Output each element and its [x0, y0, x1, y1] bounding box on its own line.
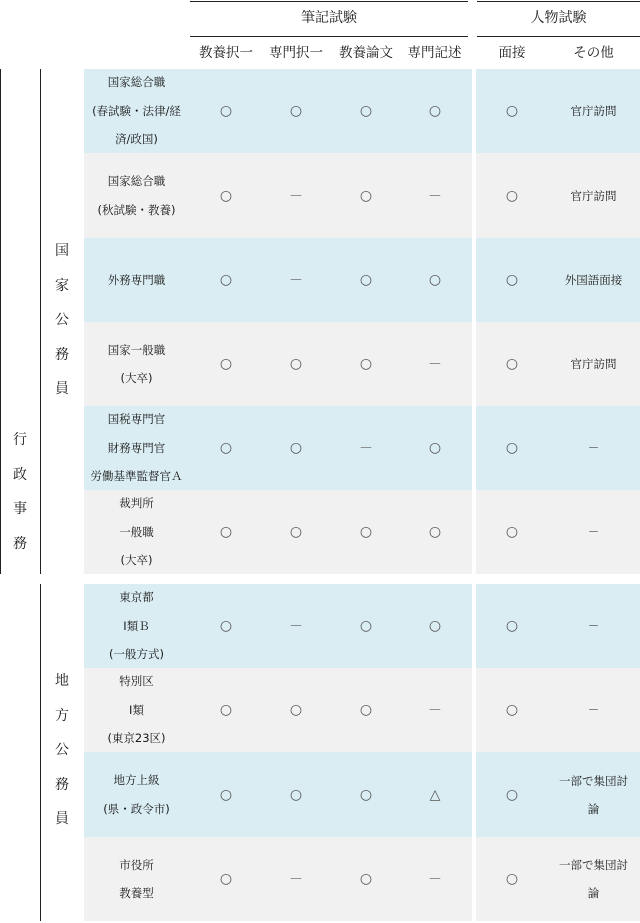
other-requirement-line: 一部で集団討	[559, 773, 628, 788]
exam-cell-mark: ○	[219, 786, 233, 803]
exam-cell-mark: ○	[359, 524, 373, 540]
exam-cell	[196, 584, 256, 668]
row-other-requirement	[547, 490, 640, 574]
exam-cell	[266, 837, 326, 921]
exam-cell	[482, 584, 542, 668]
exam-cell	[336, 490, 396, 574]
other-requirement-line: 論	[587, 886, 600, 900]
exam-cell	[266, 153, 326, 238]
exam-cell-mark: ○	[219, 187, 233, 204]
row-exam-name	[84, 668, 189, 752]
other-requirement-line: 官庁訪問	[570, 104, 617, 118]
exam-cell-mark: ○	[505, 103, 519, 119]
row-exam-name	[84, 69, 189, 153]
exam-name-line: 国家総合職	[107, 174, 166, 188]
exam-cell	[405, 584, 465, 668]
exam-cell	[482, 238, 542, 322]
exam-cell	[266, 69, 326, 153]
column-separator-top	[472, 69, 476, 574]
exam-name-line: 国家総合職	[107, 75, 166, 90]
col-header-specialized-written: 専門記述	[407, 45, 462, 61]
exam-cell-mark: ○	[219, 272, 233, 288]
exam-cell-mark: －	[289, 273, 303, 289]
exam-cell-mark: －	[428, 872, 442, 888]
exam-name-line: (東京23区)	[107, 731, 166, 746]
exam-cell-mark: ○	[219, 871, 233, 887]
exam-cell-mark: ○	[359, 356, 373, 372]
exam-cell-mark: ○	[289, 524, 303, 540]
col-header-interview: 面接	[498, 45, 526, 61]
row-other-requirement	[547, 322, 640, 406]
exam-cell-mark: －	[428, 703, 442, 719]
other-requirement-line: 一部で集団討	[559, 858, 628, 872]
row-exam-name	[84, 752, 189, 837]
row-exam-name	[84, 584, 189, 668]
exam-name-line: 労働基準監督官Ａ	[90, 469, 183, 484]
exam-cell-mark: ○	[289, 356, 303, 372]
exam-cell	[482, 322, 542, 406]
exam-cell-mark: －	[289, 619, 303, 635]
exam-cell	[405, 406, 465, 490]
exam-cell	[196, 837, 256, 921]
exam-cell-mark: －	[428, 188, 442, 205]
exam-cell-mark: ○	[289, 103, 303, 119]
exam-cell-mark: ○	[505, 356, 519, 372]
other-requirement-line: 論	[587, 801, 600, 816]
exam-cell-mark: ○	[505, 524, 519, 540]
exam-cell	[336, 322, 396, 406]
exam-cell-mark: ○	[289, 786, 303, 803]
exam-name-line: 財務専門官	[107, 440, 166, 455]
exam-cell	[196, 238, 256, 322]
exam-cell-mark: ○	[359, 103, 373, 119]
row-other-requirement	[547, 668, 640, 752]
exam-name-line: (県・政令市)	[103, 801, 170, 816]
row-other-requirement	[547, 584, 640, 668]
exam-cell-mark: ○	[505, 702, 519, 718]
exam-cell-mark: ○	[505, 786, 519, 803]
written-exam-header: 筆記試験	[301, 10, 357, 26]
exam-cell	[482, 837, 542, 921]
row-other-requirement	[547, 238, 640, 322]
other-requirement-line: －	[587, 703, 600, 717]
col-header-other: その他	[573, 45, 614, 61]
exam-cell	[266, 752, 326, 837]
exam-cell	[482, 406, 542, 490]
exam-cell	[196, 69, 256, 153]
other-requirement-line: 外国語面接	[564, 273, 623, 287]
exam-cell-mark: ○	[359, 702, 373, 718]
exam-cell	[266, 490, 326, 574]
row-exam-name	[84, 490, 189, 574]
exam-cell-mark: －	[359, 441, 373, 457]
col-header-general-mc: 教養択一	[199, 45, 253, 61]
exam-name-line: 地方上級	[113, 773, 160, 787]
exam-cell	[196, 153, 256, 238]
exam-cell-mark: ○	[219, 702, 233, 718]
exam-cell	[405, 837, 465, 921]
exam-cell	[266, 668, 326, 752]
other-requirement-line: －	[587, 525, 600, 539]
exam-cell	[196, 668, 256, 752]
exam-name-line: 市役所	[119, 857, 154, 872]
row-exam-name	[84, 322, 189, 406]
exam-cell	[482, 668, 542, 752]
other-requirement-line: －	[587, 441, 600, 455]
exam-cell	[482, 752, 542, 837]
exam-cell	[482, 153, 542, 238]
exam-name-line: (一般方式)	[109, 647, 164, 662]
exam-cell	[336, 668, 396, 752]
exam-cell-mark: －	[428, 357, 442, 373]
exam-cell	[336, 752, 396, 837]
exam-cell-mark: ○	[428, 272, 442, 288]
exam-name-line: (大卒)	[120, 371, 153, 385]
exam-name-line: 済/政国)	[115, 132, 158, 147]
exam-cell-mark: －	[289, 188, 303, 205]
row-exam-name	[84, 153, 189, 238]
exam-cell-mark: ○	[428, 103, 442, 119]
group-label-administrative: 行 政 事 務	[13, 432, 27, 552]
exam-cell-mark: ○	[359, 786, 373, 803]
exam-cell-mark: －	[289, 872, 303, 888]
col-header-general-essay: 教養論文	[339, 45, 393, 61]
exam-cell	[196, 406, 256, 490]
exam-name-line: 国家一般職	[107, 342, 166, 357]
exam-cell	[266, 238, 326, 322]
group-label-local: 地 方 公 務 員	[55, 673, 69, 828]
exam-name-line: (秋試験・教養)	[97, 202, 176, 217]
exam-name-line: 国税専門官	[107, 412, 166, 427]
exam-name-line: Ⅰ類Ｂ	[123, 618, 150, 633]
exam-cell	[336, 238, 396, 322]
other-requirement-line: 官庁訪問	[570, 188, 617, 203]
exam-cell	[405, 752, 465, 837]
exam-cell-mark: ○	[359, 272, 373, 288]
exam-cell-mark: ○	[505, 272, 519, 288]
column-separator-bottom	[472, 584, 476, 921]
exam-cell	[336, 406, 396, 490]
exam-cell	[405, 153, 465, 238]
exam-cell-mark: ○	[428, 618, 442, 634]
row-exam-name	[84, 238, 189, 322]
exam-cell	[405, 668, 465, 752]
row-exam-name	[84, 406, 189, 490]
row-other-requirement	[547, 69, 640, 153]
exam-cell-mark: △	[429, 786, 441, 803]
exam-cell-mark: ○	[359, 618, 373, 634]
exam-name-line: 外務専門職	[107, 272, 166, 287]
exam-cell-mark: ○	[505, 440, 519, 456]
exam-cell	[405, 69, 465, 153]
other-requirement-line: －	[587, 619, 600, 633]
exam-cell-mark: ○	[219, 103, 233, 119]
exam-cell	[266, 584, 326, 668]
row-other-requirement	[547, 153, 640, 238]
exam-name-line: 一般職	[119, 524, 154, 539]
col-header-specialized-mc: 専門択一	[269, 45, 323, 61]
exam-cell	[405, 238, 465, 322]
exam-cell-mark: ○	[505, 871, 519, 887]
exam-name-line: 教養型	[119, 886, 154, 900]
exam-cell	[336, 584, 396, 668]
row-other-requirement	[547, 406, 640, 490]
row-other-requirement	[547, 837, 640, 921]
exam-cell	[196, 322, 256, 406]
personal-exam-header: 人物試験	[530, 10, 587, 26]
exam-cell-mark: ○	[219, 356, 233, 372]
exam-cell	[336, 153, 396, 238]
exam-cell-mark: ○	[289, 702, 303, 718]
exam-cell	[482, 490, 542, 574]
exam-cell	[482, 69, 542, 153]
exam-cell-mark: ○	[505, 187, 519, 204]
row-other-requirement	[547, 752, 640, 837]
exam-cell-mark: ○	[505, 618, 519, 634]
exam-cell	[196, 752, 256, 837]
exam-cell	[266, 406, 326, 490]
exam-cell	[336, 69, 396, 153]
exam-cell-mark: ○	[428, 440, 442, 456]
exam-cell-mark: ○	[359, 187, 373, 204]
exam-cell	[405, 322, 465, 406]
exam-cell	[336, 837, 396, 921]
exam-name-line: Ⅰ類	[129, 702, 144, 717]
exam-cell-mark: ○	[428, 524, 442, 540]
exam-cell-mark: ○	[219, 440, 233, 456]
exam-cell	[405, 490, 465, 574]
exam-name-line: (春試験・法律/経	[92, 103, 181, 118]
exam-name-line: 裁判所	[119, 496, 154, 511]
exam-name-line: 東京都	[119, 590, 154, 605]
exam-cell-mark: ○	[289, 440, 303, 456]
exam-cell-mark: ○	[219, 618, 233, 634]
exam-cell-mark: ○	[359, 871, 373, 887]
exam-cell	[196, 490, 256, 574]
other-requirement-line: 官庁訪問	[570, 357, 617, 371]
exam-cell	[266, 322, 326, 406]
exam-name-line: 特別区	[119, 674, 154, 689]
exam-cell-mark: ○	[219, 524, 233, 540]
exam-name-line: (大卒)	[120, 553, 153, 568]
group-label-national: 国 家 公 務 員	[55, 243, 69, 398]
row-exam-name	[84, 837, 189, 921]
